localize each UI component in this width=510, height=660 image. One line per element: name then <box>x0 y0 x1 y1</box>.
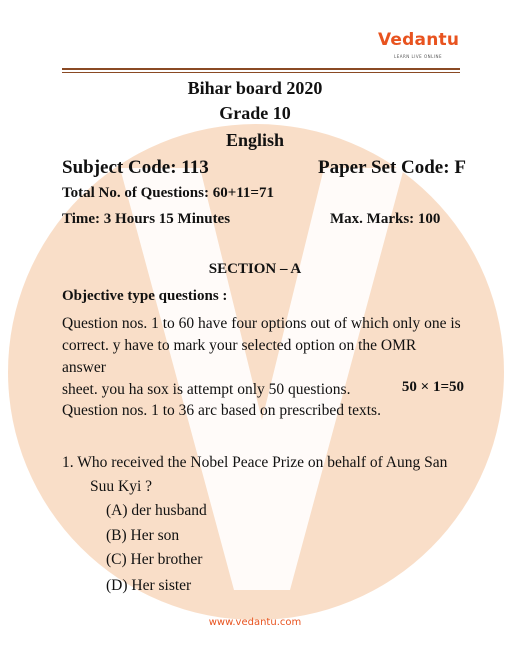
paper-set-code: Paper Set Code: F <box>318 157 466 178</box>
instructions-line: sheet. you ha sox is attempt only 50 questions. <box>62 381 351 398</box>
question-1-text-cont: Suu Kyi ? <box>90 478 152 495</box>
section-subtitle: Objective type questions : <box>62 288 228 304</box>
prescribed-note: Question nos. 1 to 36 arc based on prescribed texts. <box>62 402 381 419</box>
logo-tagline: LEARN LIVE ONLINE <box>393 54 443 59</box>
instructions-line: correct. y have to mark your selected option on the OMR answer <box>62 337 417 376</box>
instructions-line: Question nos. 1 to 60 have four options out of which only one is <box>62 315 461 332</box>
footer-url[interactable]: www.vedantu.com <box>208 617 302 628</box>
total-questions: Total No. of Questions: 60+11=71 <box>62 185 274 201</box>
option-a: (A) der husband <box>106 502 207 519</box>
header-rule-thin <box>62 72 460 73</box>
option-c: (C) Her brother <box>106 551 203 568</box>
option-d: (D) Her sister <box>106 577 192 594</box>
header-rule <box>62 68 460 70</box>
grade-title: Grade 10 <box>219 103 291 123</box>
vedantu-logo <box>378 30 458 70</box>
board-title: Bihar board 2020 <box>187 78 323 98</box>
subject-title: English <box>225 130 285 150</box>
exam-time: Time: 3 Hours 15 Minutes <box>62 211 231 227</box>
option-b: (B) Her son <box>106 527 180 544</box>
max-marks: Max. Marks: 100 <box>330 211 441 227</box>
question-1-text: 1. Who received the Nobel Peace Prize on behalf of Aung San <box>62 454 448 471</box>
subject-code: Subject Code: 113 <box>62 157 209 178</box>
section-title: SECTION – A <box>208 261 302 277</box>
logo-text: Vedantu <box>378 30 460 50</box>
marks-formula: 50 × 1=50 <box>401 379 464 395</box>
